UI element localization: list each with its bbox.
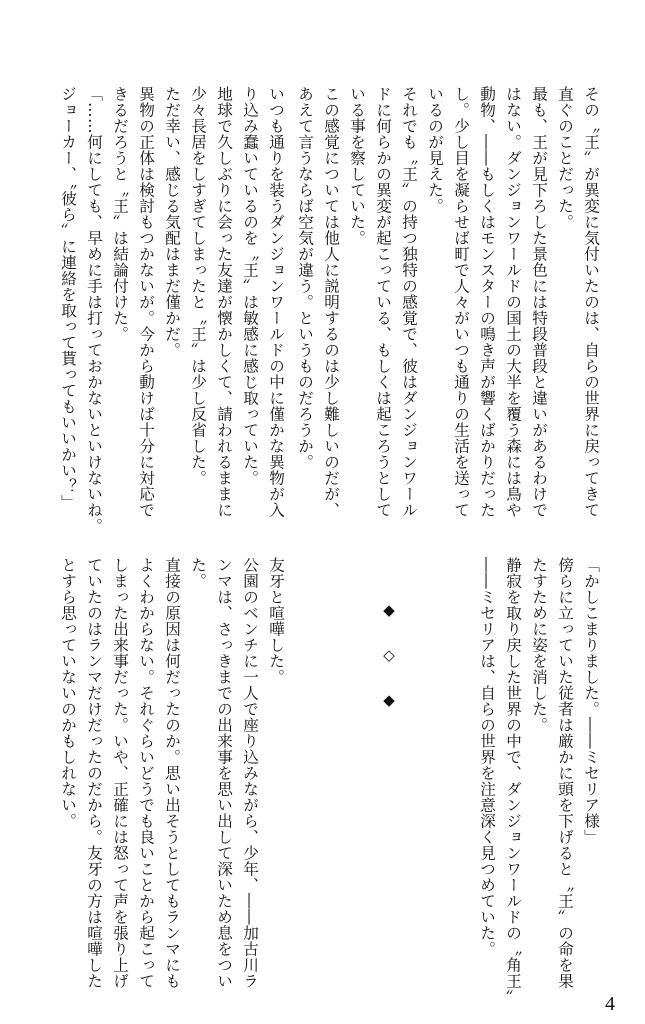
text-line: 公園のベンチに一人で座り込みながら、少年、――加古川ラ (241, 557, 259, 989)
scene-break-separator (374, 588, 404, 723)
upper-left-text-block (55, 86, 289, 534)
text-line: り込み蠢いているのを〝王〟は敏感に感じ取っていた。 (241, 86, 259, 486)
text-line: とすら思っていないのかもしれない。 (59, 557, 77, 829)
text-line: よくわからない。それぐらいどうでも良いことから起こって (137, 557, 155, 989)
text-line: あえて言うならば空気が違う。というものだろうか。 (296, 86, 314, 470)
lower-left-text-block (55, 557, 289, 989)
text-line: 地球で久しぶりに会った友達が懐かしくて、請われるままに (215, 86, 233, 518)
scene-break-mark: ◆ (383, 601, 395, 619)
text-line: たすために姿を消した。 (530, 557, 548, 733)
text-line: その〝王〟が異変に気付いたのは、自らの世界に戻ってきて (582, 86, 600, 518)
text-line: ただ幸い、感じる気配はまだ僅かだ。 (163, 86, 181, 358)
text-line: いつも通りを装うダンジョンワールドの中に僅かな異物が入 (267, 86, 285, 518)
text-line: ていたのはランマだけだったのだから。友牙の方は喧嘩した (85, 557, 103, 989)
scene-break-mark: ◇ (383, 646, 395, 664)
text-line: 友牙と喧嘩した。 (267, 557, 285, 685)
text-line: 最も、王が見下ろした景色には特段普段と違いがあるわけで (530, 86, 548, 518)
text-line: ンマは、さっきまでの出来事を思い出して深いため息をつい (215, 557, 233, 989)
text-line: し。少し目を凝らせば町で人々がいつも通りの生活を送って (452, 86, 470, 518)
text-line: きるだろうと〝王〟は結論付けた。 (111, 86, 129, 342)
text-line: いるのが見えた。 (426, 86, 444, 214)
page-number: 4 (605, 993, 615, 1015)
lower-right-text-block (474, 557, 604, 1005)
upper-right-text-block (292, 86, 604, 518)
text-line: しまった出来事だった。いや、正確には怒って声を張り上げ (111, 557, 129, 989)
text-line: 直接の原因は何だったのか。思い出そうとしてもランマにも (163, 557, 181, 989)
text-line: ――ミセリアは、自らの世界を注意深く見つめていた。 (478, 557, 496, 957)
text-line: 動物、――もしくはモンスターの鳴き声が響くばかりだった (478, 86, 496, 518)
text-line: 静寂を取り戻した世界の中で、ダンジョンワールドの〝角王〟 (504, 557, 522, 1005)
text-line: 直ぐのことだった。 (556, 86, 574, 230)
text-line: 「……何にしても、早めに手は打っておかないといけないね。 (85, 86, 103, 534)
text-line: 異物の正体は検討もつかないが。今から動けば十分に対応で (137, 86, 155, 518)
text-line: ジョーカー、〝彼ら〟に連絡を取って貰ってもいいかい？」 (59, 86, 77, 511)
text-line: それでも〝王〟の持つ独特の感覚で、彼はダンジョンワール (400, 86, 418, 518)
text-line: この感覚については他人に説明するのは少し難しいのだが、 (322, 86, 340, 518)
text-line: 傍らに立っていた従者は厳かに頭を下げると〝王〟の命を果 (556, 557, 574, 989)
text-line: 「かしこまりました。――ミセリア様」 (582, 557, 600, 845)
text-line: 少々長居をしすぎてしまったと〝王〟は少し反省した。 (189, 86, 207, 486)
text-line: た。 (189, 557, 207, 589)
text-line: ドに何らかの異変が起こっている、もしくは起ころうとして (374, 86, 392, 518)
text-line: はない。ダンジョンワールドの国土の大半を覆う森には鳥や (504, 86, 522, 518)
scene-break-mark: ◆ (383, 691, 395, 709)
text-line: いる事を察していた。 (348, 86, 366, 246)
